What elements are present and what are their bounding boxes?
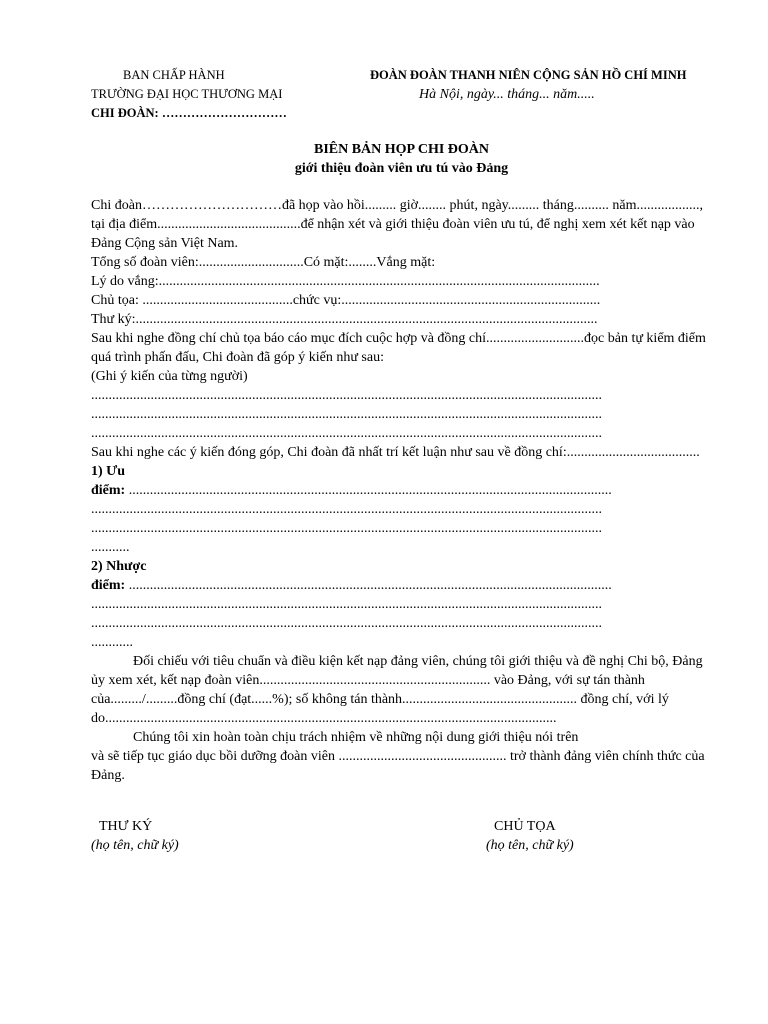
conclusion-paragraph: Sau khi nghe các ý kiến đóng góp, Chi đoàn đã nhất trí kết luận như sau về đồng chí:......................................: [91, 445, 700, 460]
advantages-dotted-line: ..................................................................................................................................................: [91, 502, 602, 517]
document-body: [91, 196, 712, 785]
opinion-dotted-line: ..................................................................................................................................................: [91, 388, 602, 403]
recommendation-paragraph: Đối chiếu với tiêu chuẩn và điều kiện kết nạp đảng viên, chúng tôi giới thiệu và đề nghị Chi bộ, Đảng ủy xem xét, kết nạp đoàn viên.................................................................. vào Đảng, với sự tán thành của........./.........đồng chí (đạt......%); số không tán thành.................................................. đồng chí, với lý do.................................................................................................................................: [91, 654, 703, 726]
member-count-line: Tổng số đoàn viên:..............................Có mặt:........Vắng mặt:: [91, 255, 436, 270]
secretary-role: THƯ KÝ: [99, 819, 153, 834]
opinion-dotted-line: ..................................................................................................................................................: [91, 426, 602, 441]
disadvantages-dotted-end: ............: [91, 635, 133, 650]
advantages-dotted-line: ..................................................................................................................................................: [91, 521, 602, 536]
opinion-dotted-line: ..................................................................................................................................................: [91, 407, 602, 422]
chairperson-line: Chủ tọa: ...........................................chức vụ:..........................................................................: [91, 293, 601, 308]
advantages-line: [91, 481, 712, 500]
commitment-line-1: Chúng tôi xin hoàn toàn chịu trách nhiệm về những nội dung giới thiệu nói trên: [133, 730, 579, 745]
advantages-label: điểm:: [91, 483, 126, 498]
disadvantages-dotted-line: ..................................................................................................................................................: [91, 597, 602, 612]
self-review-paragraph: Sau khi nghe đồng chí chủ tọa báo cáo mục đích cuộc hợp và đồng chí............................đọc bản tự kiểm điểm quá trình phấn đấu, Chi đoàn đã góp ý kiến như sau:: [91, 331, 706, 365]
chair-sign-hint: (họ tên, chữ ký): [486, 838, 574, 853]
secretary-line: Thư ký:....................................................................................................................................: [91, 312, 598, 327]
header-left-block: [91, 66, 287, 123]
branch-label: CHI ĐOÀN: …………………………: [91, 106, 287, 120]
university-name: TRƯỜNG ĐẠI HỌC THƯƠNG MẠI: [91, 87, 283, 101]
commitment-line-2: và sẽ tiếp tục giáo dục bồi dưỡng đoàn viên ................................................ trở thành đảng viên chính thức của Đảng.: [91, 749, 705, 783]
place-date-line: Hà Nội, ngày... tháng... năm.....: [419, 87, 595, 102]
advantages-dots: ..........................................................................................................................................: [125, 483, 612, 498]
signature-block: [91, 817, 712, 857]
document-title: BIÊN BẢN HỌP CHI ĐOÀN: [313, 142, 490, 157]
advantages-dotted-end: ...........: [91, 540, 130, 555]
secretary-signature: [91, 817, 179, 855]
header-right-block: [370, 66, 686, 104]
opinion-note: (Ghi ý kiến của từng người): [91, 369, 248, 384]
disadvantages-line: [91, 576, 712, 595]
secretary-sign-hint: (họ tên, chữ ký): [91, 838, 179, 853]
absence-reason-line: Lý do vắng:..............................................................................................................................: [91, 274, 600, 289]
disadvantages-heading: 2) Nhược: [91, 559, 147, 574]
organization-name: ĐOÀN ĐOÀN THANH NIÊN CỘNG SẢN HỒ CHÍ MINH: [370, 68, 687, 82]
chair-signature: [486, 817, 574, 855]
disadvantages-label: điểm:: [91, 578, 126, 593]
meeting-intro-paragraph: Chi đoàn…………………………đã họp vào hồi......... giờ........ phút, ngày......... tháng.......... năm.................., tại địa điểm.........................................để nhận xét và giới thiệu đoàn viên ưu tú, để nghị xem xét kết nạp vào Đảng Cộng sản Việt Nam.: [91, 198, 703, 251]
disadvantages-dotted-line: ..................................................................................................................................................: [91, 616, 602, 631]
advantages-heading: 1) Ưu: [91, 464, 126, 479]
chair-role: CHỦ TỌA: [494, 819, 556, 834]
document-subtitle: giới thiệu đoàn viên ưu tú vào Đảng: [294, 161, 509, 176]
executive-committee-label: BAN CHẤP HÀNH: [123, 68, 225, 82]
disadvantages-dots: ..........................................................................................................................................: [125, 578, 612, 593]
document-header: [91, 66, 712, 120]
